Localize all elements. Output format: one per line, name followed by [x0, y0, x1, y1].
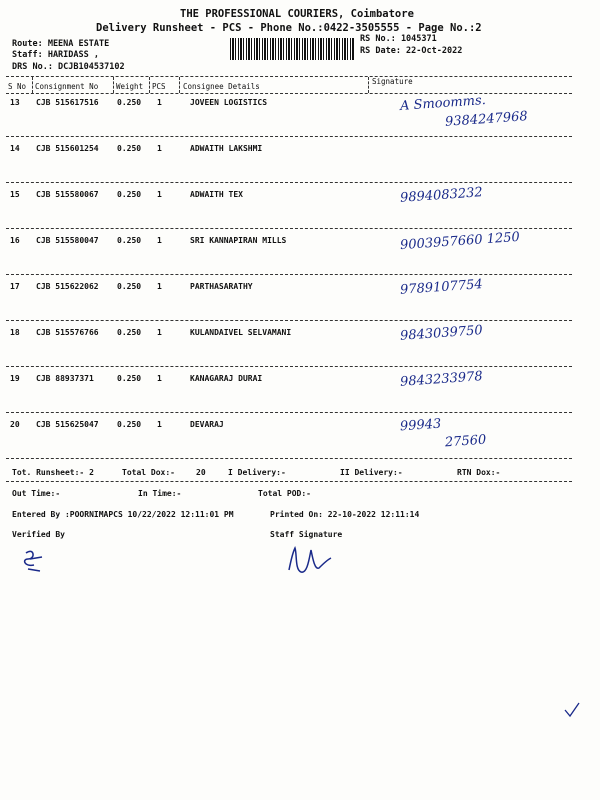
row-weight: 0.250 [117, 328, 142, 337]
row-consignee: KULANDAIVEL SELVAMANI [190, 328, 292, 337]
row-rule [6, 412, 572, 413]
row-consignment: CJB 515580047 [36, 236, 99, 245]
handwritten-note: 9843233978 [399, 369, 484, 390]
row-pcs: 1 [157, 328, 162, 337]
rs-date: RS Date: 22-Oct-2022 [360, 46, 463, 56]
col-weight: Weight [116, 82, 144, 91]
row-pcs: 1 [157, 98, 162, 107]
row-pcs: 1 [157, 420, 162, 429]
staff-label: Staff: HARIDASS , [12, 50, 99, 60]
row-consignee: JOVEEN LOGISTICS [190, 98, 268, 107]
row-rule [6, 182, 572, 183]
i-delivery: I Delivery:- [228, 468, 286, 477]
row-consignee: SRI KANNAPIRAN MILLS [190, 236, 287, 245]
total-dox-label: Total Dox:- [122, 468, 175, 477]
col-consignee: Consignee Details [183, 82, 260, 91]
drs-number: DRS No.: DCJB104537102 [12, 62, 125, 72]
rs-number: RS No.: 1045371 [360, 34, 437, 44]
col-signature: Signature [372, 77, 413, 86]
row-consignee: PARTHASARATHY [190, 282, 253, 291]
printed-on: Printed On: 22-10-2022 12:11:14 [270, 510, 420, 519]
row-weight: 0.250 [117, 98, 142, 107]
row-sno: 14 [10, 144, 20, 153]
table-top-rule [6, 76, 572, 77]
row-signature [375, 322, 570, 366]
row-signature [375, 184, 570, 228]
handwritten-note: 99943 [399, 416, 442, 435]
col-divider [32, 77, 33, 93]
barcode [230, 38, 354, 60]
row-sno: 20 [10, 420, 20, 429]
row-consignment: CJB 515622062 [36, 282, 99, 291]
row-sno: 19 [10, 374, 20, 383]
route-label: Route: MEENA ESTATE [12, 39, 110, 49]
tot-runsheet: Tot. Runsheet:- 2 [12, 468, 94, 477]
row-consignee: DEVARAJ [190, 420, 224, 429]
row-weight: 0.250 [117, 190, 142, 199]
row-rule [6, 458, 572, 459]
row-weight: 0.250 [117, 420, 142, 429]
row-rule [6, 136, 572, 137]
row-signature [375, 138, 570, 182]
staff-signature-mark [285, 540, 335, 580]
handwritten-note: 9384247968 [444, 109, 529, 130]
row-consignment: CJB 88937371 [36, 374, 94, 383]
row-pcs: 1 [157, 282, 162, 291]
handwritten-note: 9789107754 [399, 277, 484, 298]
row-sno: 16 [10, 236, 20, 245]
row-weight: 0.250 [117, 144, 142, 153]
row-consignment: CJB 515576766 [36, 328, 99, 337]
ii-delivery: II Delivery:- [340, 468, 403, 477]
runsheet-title: Delivery Runsheet - PCS - Phone No.:0422-3505555 - Page No.:2 [96, 22, 482, 34]
handwritten-note: 27560 [444, 432, 487, 451]
total-dox-value: 20 [196, 468, 206, 477]
row-signature [375, 368, 570, 412]
tick-mark [562, 700, 582, 720]
row-consignment: CJB 515580067 [36, 190, 99, 199]
row-pcs: 1 [157, 236, 162, 245]
row-consignment: CJB 515617516 [36, 98, 99, 107]
row-rule [6, 320, 572, 321]
row-signature [375, 276, 570, 320]
col-sno: S No [8, 82, 27, 91]
col-divider [179, 77, 180, 93]
row-sno: 13 [10, 98, 20, 107]
row-weight: 0.250 [117, 236, 142, 245]
company-name: THE PROFESSIONAL COURIERS, Coimbatore [180, 8, 414, 20]
in-time: In Time:- [138, 489, 182, 498]
entered-by: Entered By :POORNIMAPCS 10/22/2022 12:11:01 PM [12, 510, 234, 519]
total-pod: Total POD:- [258, 489, 311, 498]
row-signature [375, 92, 570, 136]
row-rule [6, 274, 572, 275]
rtn-dox: RTN Dox:- [457, 468, 501, 477]
handwritten-note: 9003957660 1250 [399, 229, 521, 254]
row-consignee: KANAGARAJ DURAI [190, 374, 263, 383]
col-consignment: Consignment No [35, 82, 99, 91]
col-divider [368, 77, 369, 93]
row-sno: 18 [10, 328, 20, 337]
row-weight: 0.250 [117, 282, 142, 291]
handwritten-note: 9894083232 [399, 185, 484, 206]
row-consignment: CJB 515625047 [36, 420, 99, 429]
row-signature [375, 230, 570, 274]
row-sno: 17 [10, 282, 20, 291]
handwritten-note: A Smoomms. [399, 93, 487, 114]
row-pcs: 1 [157, 374, 162, 383]
row-signature [375, 414, 570, 458]
row-pcs: 1 [157, 190, 162, 199]
row-rule [6, 366, 572, 367]
row-rule [6, 228, 572, 229]
col-pcs: PCS [152, 82, 166, 91]
out-time: Out Time:- [12, 489, 61, 498]
totals-rule [6, 481, 572, 482]
col-divider [113, 77, 114, 93]
row-sno: 15 [10, 190, 20, 199]
handwritten-note: 9843039750 [399, 323, 484, 344]
staff-signature-label: Staff Signature [270, 530, 343, 539]
row-consignee: ADWAITH LAKSHMI [190, 144, 263, 153]
row-consignment: CJB 515601254 [36, 144, 99, 153]
verified-by: Verified By [12, 530, 65, 539]
verified-signature-mark [20, 545, 50, 575]
row-pcs: 1 [157, 144, 162, 153]
row-weight: 0.250 [117, 374, 142, 383]
col-divider [149, 77, 150, 93]
row-consignee: ADWAITH TEX [190, 190, 243, 199]
